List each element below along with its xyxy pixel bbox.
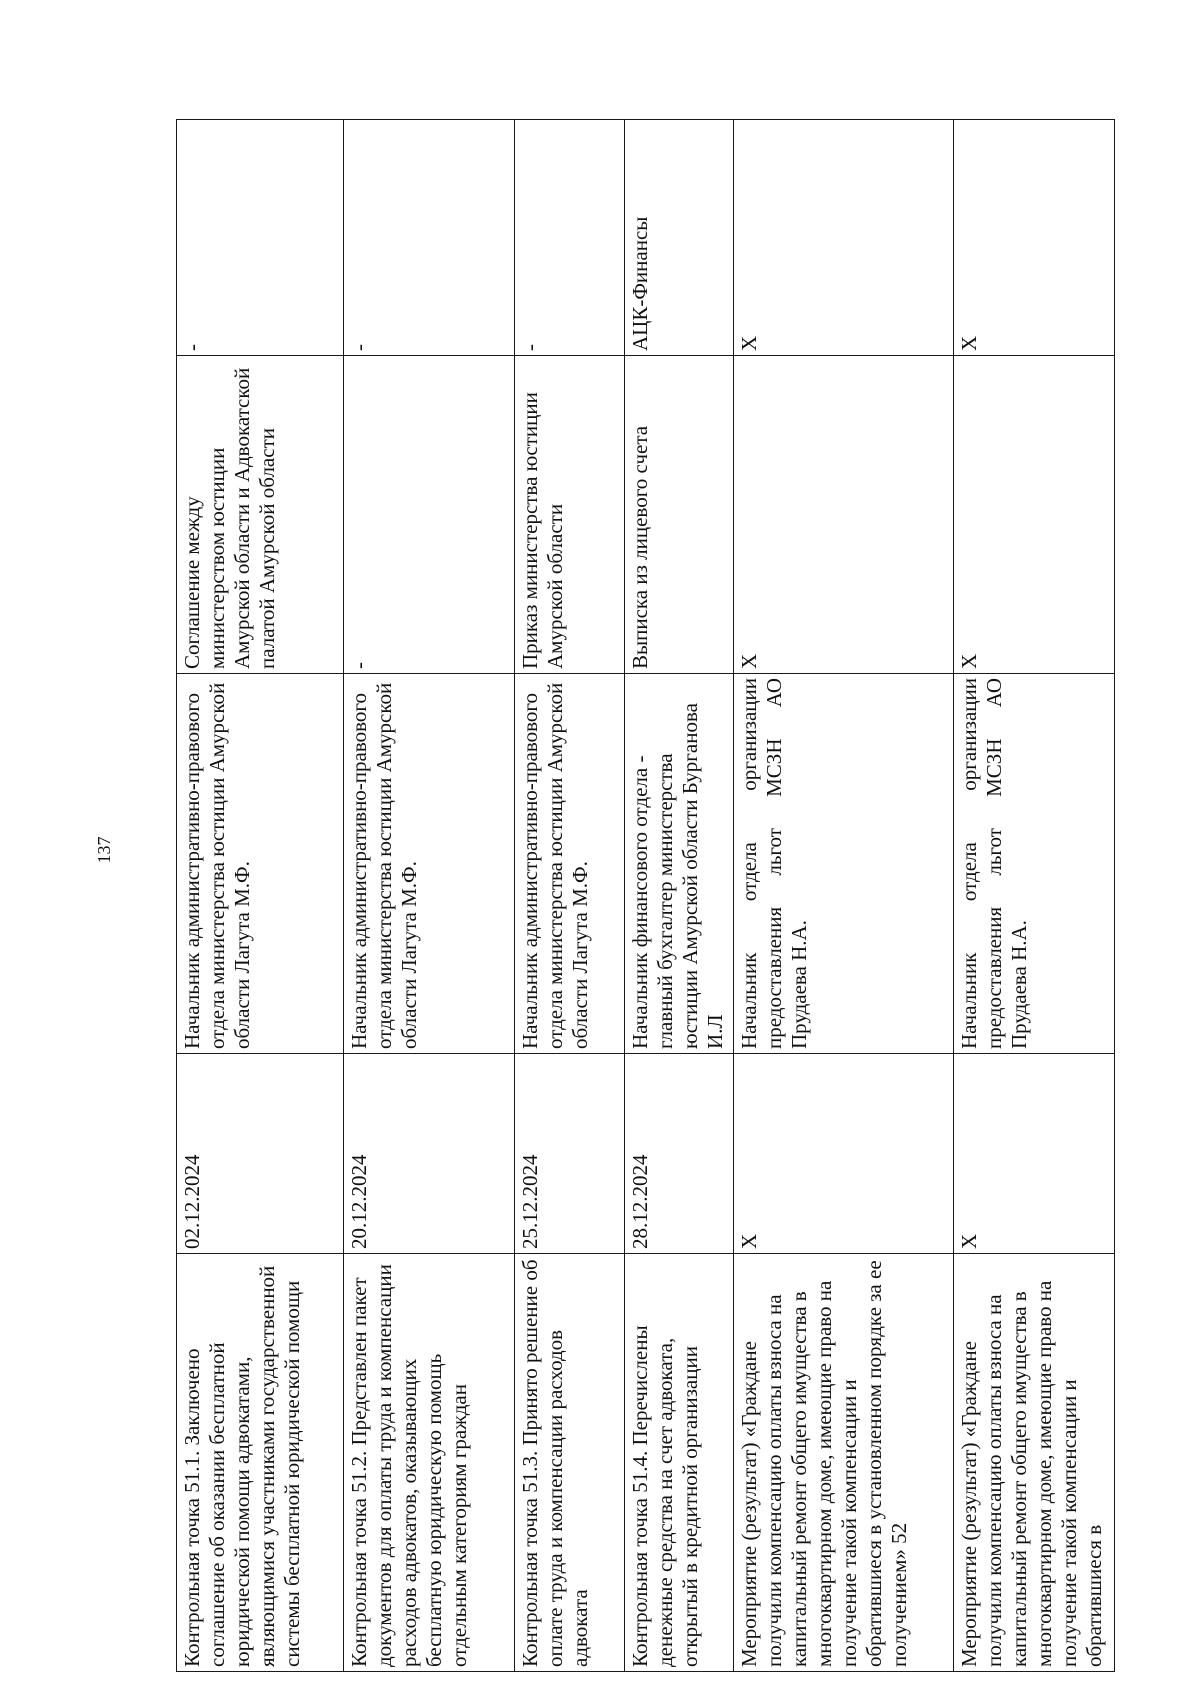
responsible-cell: Начальник административно-правового отдела министерства юстиции Амурской области Лагута М.Ф. (177, 674, 344, 1054)
document-cell: Соглашение между министерством юстиции Амурской области и Адвокатской палатой Амурской области (177, 356, 344, 674)
system-cell: - (344, 120, 515, 356)
page-number: 137 (94, 836, 114, 864)
document-cell: Приказ министерства юстиции Амурской области (515, 356, 625, 674)
control-points-table (176, 119, 1115, 1672)
event-cell: Контрольная точка 51.2. Представлен пакет документов для оплаты труда и компенсации расходов адвокатов, оказывающих бесплатную юридическую помощь отдельным категориям граждан (344, 1254, 515, 1672)
document-cell: - (344, 356, 515, 674)
document-cell: X (734, 356, 954, 674)
date-cell: 20.12.2024 (344, 1054, 515, 1254)
responsible-cell: Начальник административно-правового отдела министерства юстиции Амурской области Лагута М.Ф. (344, 674, 515, 1054)
table-row (515, 120, 625, 1672)
document-cell: X (954, 356, 1115, 674)
document-cell: Выписка из лицевого счета (625, 356, 734, 674)
table-row (177, 120, 344, 1672)
responsible-cell: Начальник отдела организации предоставления льгот МСЗН АО Прудаева Н.А. (734, 674, 954, 1054)
system-cell: - (515, 120, 625, 356)
table-row (344, 120, 515, 1672)
responsible-cell: Начальник отдела организации предоставления льгот МСЗН АО Прудаева Н.А. (954, 674, 1115, 1054)
table-row (734, 120, 954, 1672)
date-cell: 02.12.2024 (177, 1054, 344, 1254)
system-cell: X (734, 120, 954, 356)
event-cell: Контрольная точка 51.4. Перечислены денежные средства на счет адвоката, открытый в кредитной организации (625, 1254, 734, 1672)
plan-table-rotated (176, 120, 1114, 1672)
date-cell: 28.12.2024 (625, 1054, 734, 1254)
responsible-cell: Начальник финансового отдела - главный бухгалтер министерства юстиции Амурской области Бурганова И.Л (625, 674, 734, 1054)
event-cell: Мероприятие (результат) «Граждане получили компенсацию оплаты взноса на капитальный ремонт общего имущества в многоквартирном доме, имеющие право на получение такой компенсации и обратившиеся в (954, 1254, 1115, 1672)
table-row (954, 120, 1115, 1672)
table-row (625, 120, 734, 1672)
system-cell: X (954, 120, 1115, 356)
responsible-cell: Начальник административно-правового отдела министерства юстиции Амурской области Лагута М.Ф. (515, 674, 625, 1054)
date-cell: X (734, 1054, 954, 1254)
system-cell: - (177, 120, 344, 356)
date-cell: X (954, 1054, 1115, 1254)
event-cell: Мероприятие (результат) «Граждане получили компенсацию оплаты взноса на капитальный ремонт общего имущества в многоквартирном доме, имеющие право на получение такой компенсации и обратившиеся в установленном порядке за ее получением» 52 (734, 1254, 954, 1672)
event-cell: Контрольная точка 51.1. Заключено соглашение об оказании бесплатной юридической помощи адвокатами, являющимися участниками государственной системы бесплатной юридической помощи (177, 1254, 344, 1672)
date-cell: 25.12.2024 (515, 1054, 625, 1254)
system-cell: АЦК-Финансы (625, 120, 734, 356)
event-cell: Контрольная точка 51.3. Принято решение об оплате труда и компенсации расходов адвоката (515, 1254, 625, 1672)
